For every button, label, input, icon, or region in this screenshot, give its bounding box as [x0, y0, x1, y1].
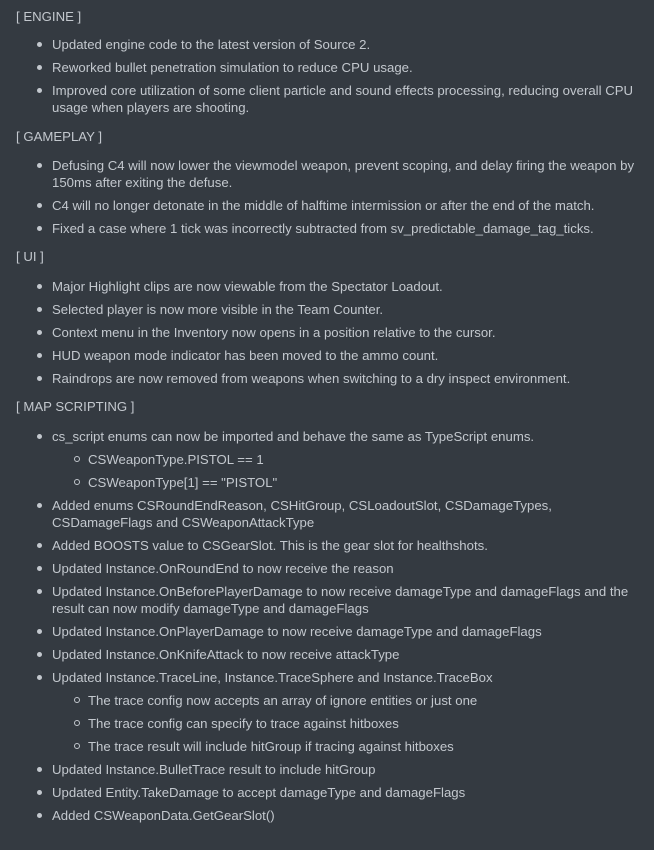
bullet-icon	[37, 434, 42, 439]
sub-list-item: The trace config now accepts an array of ignore entities or just one	[16, 692, 640, 709]
sub-list-item: CSWeaponType.PISTOL == 1	[16, 451, 640, 468]
bullet-icon	[37, 42, 42, 47]
sub-list-item: The trace result will include hitGroup if tracing against hitboxes	[16, 738, 640, 755]
bullet-icon	[37, 353, 42, 358]
list-item: Updated Instance.TraceLine, Instance.TraceSphere and Instance.TraceBox	[16, 669, 640, 686]
list-item: C4 will no longer detonate in the middle of halftime intermission or after the end of the match.	[16, 197, 640, 214]
list-item: Raindrops are now removed from weapons when switching to a dry inspect environment.	[16, 370, 640, 387]
list-item: Major Highlight clips are now viewable from the Spectator Loadout.	[16, 278, 640, 295]
circle-bullet-icon	[74, 697, 80, 703]
sub-list-item: The trace config can specify to trace against hitboxes	[16, 715, 640, 732]
list-item: Context menu in the Inventory now opens in a position relative to the cursor.	[16, 324, 640, 341]
list-item: Fixed a case where 1 tick was incorrectly subtracted from sv_predictable_damage_tag_ticks.	[16, 220, 640, 237]
list-item: Updated Entity.TakeDamage to accept damageType and damageFlags	[16, 784, 640, 801]
section-header-map-scripting: [ MAP SCRIPTING ]	[16, 399, 135, 414]
circle-bullet-icon	[74, 456, 80, 462]
bullet-icon	[37, 226, 42, 231]
bullet-icon	[37, 88, 42, 93]
bullet-icon	[37, 65, 42, 70]
list-item: Updated Instance.OnPlayerDamage to now receive damageType and damageFlags	[16, 623, 640, 640]
map-scripting-list	[16, 428, 640, 824]
bullet-icon	[37, 566, 42, 571]
section-header-ui: [ UI ]	[16, 249, 44, 264]
circle-bullet-icon	[74, 720, 80, 726]
gameplay-list	[16, 157, 640, 237]
bullet-icon	[37, 307, 42, 312]
list-item: Updated Instance.OnRoundEnd to now receive the reason	[16, 560, 640, 577]
list-item: Added enums CSRoundEndReason, CSHitGroup, CSLoadoutSlot, CSDamageTypes, CSDamageFlags and CSWeaponAttackType	[16, 497, 640, 531]
list-item: Reworked bullet penetration simulation to reduce CPU usage.	[16, 59, 640, 76]
bullet-icon	[37, 589, 42, 594]
sub-list-item: CSWeaponType[1] == "PISTOL"	[16, 474, 640, 491]
bullet-icon	[37, 813, 42, 818]
bullet-icon	[37, 503, 42, 508]
list-item: cs_script enums can now be imported and behave the same as TypeScript enums.	[16, 428, 640, 445]
list-item: Added BOOSTS value to CSGearSlot. This is the gear slot for healthshots.	[16, 537, 640, 554]
circle-bullet-icon	[74, 479, 80, 485]
bullet-icon	[37, 203, 42, 208]
circle-bullet-icon	[74, 743, 80, 749]
list-item: Selected player is now more visible in the Team Counter.	[16, 301, 640, 318]
bullet-icon	[37, 629, 42, 634]
list-item: HUD weapon mode indicator has been moved to the ammo count.	[16, 347, 640, 364]
bullet-icon	[37, 790, 42, 795]
section-header-gameplay: [ GAMEPLAY ]	[16, 129, 102, 144]
engine-list	[16, 36, 640, 116]
list-item: Updated Instance.OnBeforePlayerDamage to now receive damageType and damageFlags and the result can now modify damageType and damageFlags	[16, 583, 640, 617]
bullet-icon	[37, 543, 42, 548]
list-item: Updated engine code to the latest version of Source 2.	[16, 36, 640, 53]
ui-list	[16, 278, 640, 387]
bullet-icon	[37, 376, 42, 381]
list-item: Updated Instance.BulletTrace result to include hitGroup	[16, 761, 640, 778]
bullet-icon	[37, 163, 42, 168]
list-item: Updated Instance.OnKnifeAttack to now receive attackType	[16, 646, 640, 663]
list-item: Added CSWeaponData.GetGearSlot()	[16, 807, 640, 824]
list-item: Defusing C4 will now lower the viewmodel weapon, prevent scoping, and delay firing the weapon by 150ms after exiting the defuse.	[16, 157, 640, 191]
bullet-icon	[37, 284, 42, 289]
bullet-icon	[37, 330, 42, 335]
bullet-icon	[37, 767, 42, 772]
section-header-engine: [ ENGINE ]	[16, 9, 82, 24]
bullet-icon	[37, 652, 42, 657]
list-item: Improved core utilization of some client particle and sound effects processing, reducing overall CPU usage when players are shooting.	[16, 82, 640, 116]
bullet-icon	[37, 675, 42, 680]
